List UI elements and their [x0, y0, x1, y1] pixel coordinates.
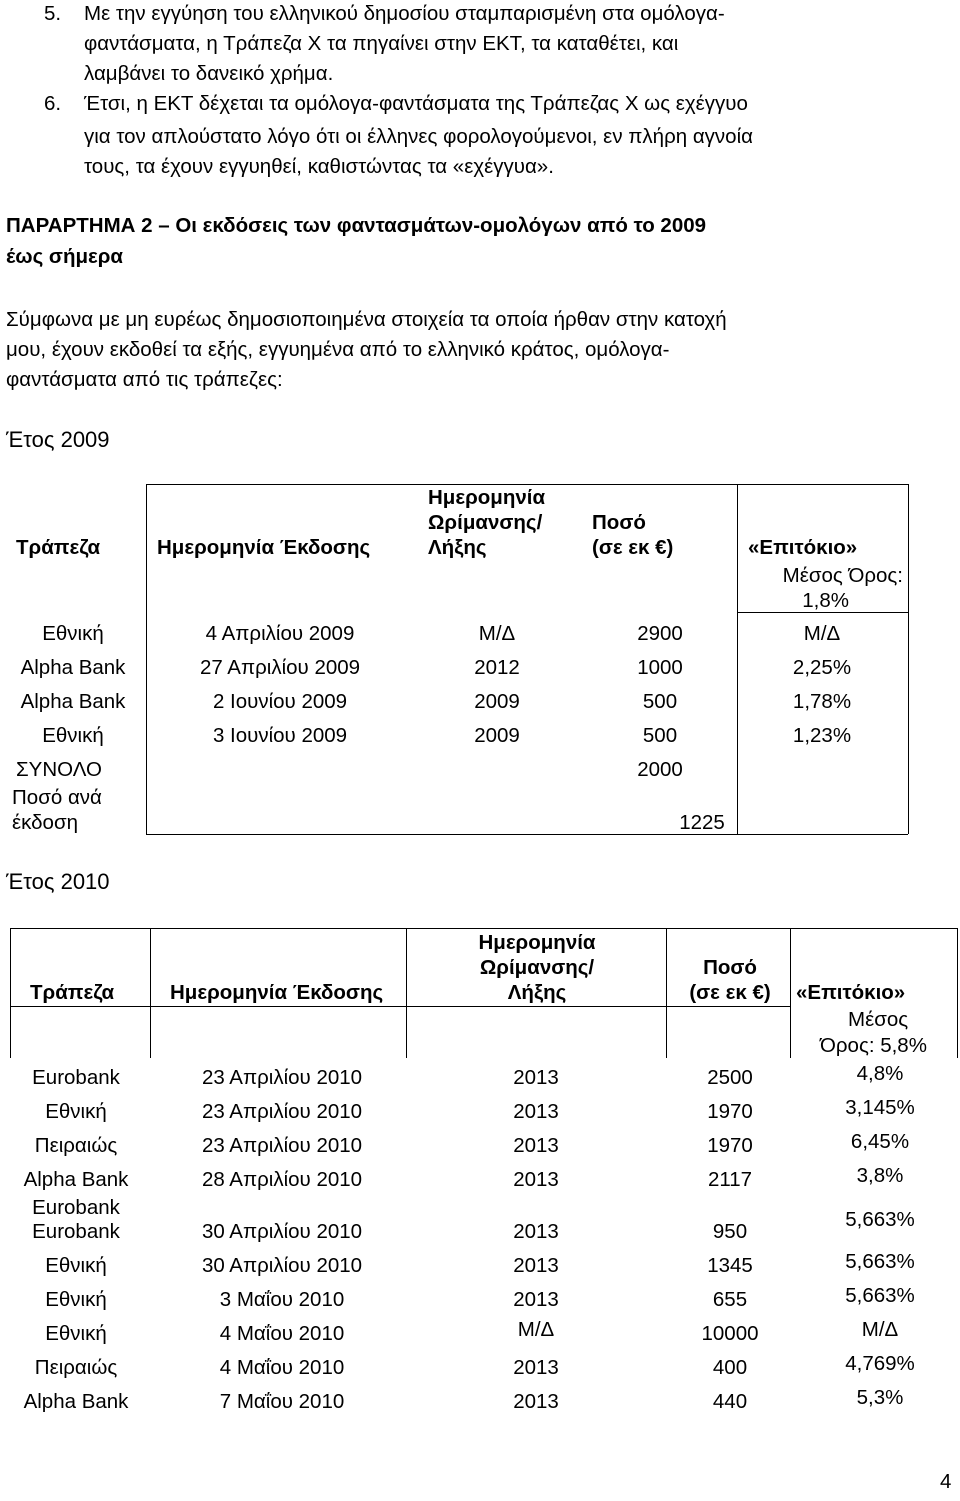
per-issue-label: Ποσό ανά — [12, 786, 102, 809]
year-2010-heading: Έτος 2010 — [6, 869, 110, 894]
header-maturity: Λήξης — [507, 981, 567, 1004]
cell-amount: 500 — [642, 724, 678, 747]
cell-maturity: 2013 — [513, 1066, 559, 1089]
list-text: Έτσι, η ΕΚΤ δέχεται τα ομόλογα-φαντάσματα της Τράπεζας Χ ως εχέγγυο — [84, 92, 748, 115]
cell-bank: Eurobank — [32, 1196, 120, 1219]
header-rate: «Επιτόκιο» — [796, 981, 906, 1004]
avg-rate: Μέσος — [848, 1008, 909, 1031]
per-issue-label: έκδοση — [12, 811, 79, 834]
cell-maturity: 2013 — [513, 1254, 559, 1277]
cell-bank: Eurobank — [32, 1066, 120, 1089]
cell-bank: Πειραιώς — [34, 1356, 118, 1379]
cell-amount: 10000 — [701, 1322, 759, 1345]
header-maturity: Λήξης — [428, 536, 487, 559]
list-text: για τον απλούστατο λόγο ότι οι έλληνες φορολογούμενοι, εν πλήρη αγνοία — [84, 125, 753, 148]
total-label: ΣΥΝΟΛΟ — [16, 758, 102, 781]
cell-bank: Alpha Bank — [20, 656, 126, 679]
cell-amount: 655 — [712, 1288, 748, 1311]
cell-amount: 2900 — [637, 622, 683, 645]
cell-rate: 5,663% — [845, 1208, 915, 1231]
cell-bank: Πειραιώς — [34, 1134, 118, 1157]
cell-rate: Μ/Δ — [861, 1318, 899, 1341]
cell-bank: Εθνική — [45, 1254, 107, 1277]
cell-rate: 1,23% — [792, 724, 852, 747]
list-text: φαντάσματα, η Τράπεζα Χ τα πηγαίνει στην ΕΚΤ, τα καταθέτει, και — [84, 32, 679, 55]
header-rate: «Επιτόκιο» — [748, 536, 858, 559]
cell-rate: 2,25% — [792, 656, 852, 679]
list-text: λαμβάνει το δανεικό χρήμα. — [84, 62, 334, 85]
cell-issue-date: 23 Απριλίου 2010 — [201, 1134, 363, 1157]
header-maturity: Ημερομηνία — [478, 931, 596, 954]
cell-issue-date: 27 Απριλίου 2009 — [199, 656, 361, 679]
intro-line: μου, έχουν εκδοθεί τα εξής, εγγυημένα από το ελληνικό κράτος, ομόλογα- — [6, 338, 670, 361]
cell-maturity: Μ/Δ — [517, 1318, 555, 1341]
cell-issue-date: 28 Απριλίου 2010 — [201, 1168, 363, 1191]
cell-issue-date: 23 Απριλίου 2010 — [201, 1066, 363, 1089]
list-number: 5. — [44, 2, 62, 25]
intro-line: φαντάσματα από τις τράπεζες: — [6, 368, 283, 391]
cell-amount: 1345 — [707, 1254, 753, 1277]
cell-bank: Alpha Bank — [23, 1390, 129, 1413]
header-maturity: Ημερομηνία — [428, 486, 546, 509]
cell-rate: 1,78% — [792, 690, 852, 713]
avg-rate: Μέσος Όρος: — [782, 564, 903, 587]
header-amount: Ποσό — [703, 956, 757, 979]
year-2009-heading: Έτος 2009 — [6, 427, 110, 452]
cell-rate: 4,8% — [856, 1062, 904, 1085]
cell-maturity: 2013 — [513, 1390, 559, 1413]
header-maturity: Ωρίμανσης/ — [479, 956, 595, 979]
cell-bank: Alpha Bank — [20, 690, 126, 713]
header-issue-date: Ημερομηνία Έκδοσης — [157, 536, 371, 559]
cell-bank: Εθνική — [42, 724, 104, 747]
cell-amount: 2500 — [707, 1066, 753, 1089]
cell-issue-date: 3 Μαΐου 2010 — [219, 1288, 345, 1311]
cell-issue-date: 23 Απριλίου 2010 — [201, 1100, 363, 1123]
cell-bank: Eurobank — [32, 1220, 120, 1243]
cell-amount: 440 — [712, 1390, 748, 1413]
cell-rate: 4,769% — [845, 1352, 915, 1375]
cell-maturity: 2013 — [513, 1134, 559, 1157]
cell-rate: 5,3% — [856, 1386, 904, 1409]
avg-rate: 1,8% — [802, 589, 849, 612]
appendix-title-line: έως σήμερα — [6, 245, 124, 268]
list-text: τους, τα έχουν εγγυηθεί, καθιστώντας τα «εχέγγυα». — [84, 155, 554, 178]
cell-bank: Εθνική — [45, 1288, 107, 1311]
cell-amount: 2117 — [707, 1168, 753, 1191]
cell-issue-date: 4 Απριλίου 2009 — [205, 622, 355, 645]
header-amount: (σε εκ €) — [689, 981, 771, 1004]
cell-issue-date: 2 Ιουνίου 2009 — [212, 690, 348, 713]
cell-amount: 400 — [712, 1356, 748, 1379]
cell-rate: 3,8% — [856, 1164, 904, 1187]
list-number: 6. — [44, 92, 62, 115]
header-issue-date: Ημερομηνία Έκδοσης — [170, 981, 384, 1004]
cell-amount: 500 — [642, 690, 678, 713]
cell-maturity: 2009 — [474, 724, 520, 747]
cell-maturity: 2012 — [474, 656, 520, 679]
cell-maturity: Μ/Δ — [478, 622, 516, 645]
cell-issue-date: 30 Απριλίου 2010 — [201, 1220, 363, 1243]
cell-amount: 1970 — [707, 1134, 753, 1157]
cell-maturity: 2013 — [513, 1168, 559, 1191]
cell-bank: Εθνική — [42, 622, 104, 645]
avg-rate: Όρος: 5,8% — [820, 1034, 927, 1057]
cell-rate: 3,145% — [845, 1096, 915, 1119]
cell-issue-date: 3 Ιουνίου 2009 — [212, 724, 348, 747]
total-value: 2000 — [637, 758, 683, 781]
cell-issue-date: 30 Απριλίου 2010 — [201, 1254, 363, 1277]
cell-bank: Alpha Bank — [23, 1168, 129, 1191]
cell-bank: Εθνική — [45, 1100, 107, 1123]
cell-rate: 6,45% — [850, 1130, 910, 1153]
cell-amount: 1970 — [707, 1100, 753, 1123]
header-amount: (σε εκ €) — [592, 536, 674, 559]
header-amount: Ποσό — [592, 511, 646, 534]
cell-maturity: 2013 — [513, 1356, 559, 1379]
cell-bank: Εθνική — [45, 1322, 107, 1345]
cell-issue-date: 7 Μαΐου 2010 — [219, 1390, 345, 1413]
page-number: 4 — [940, 1470, 952, 1493]
cell-maturity: 2013 — [513, 1220, 559, 1243]
cell-rate: 5,663% — [845, 1250, 915, 1273]
cell-rate: 5,663% — [845, 1284, 915, 1307]
cell-issue-date: 4 Μαΐου 2010 — [219, 1322, 345, 1345]
cell-issue-date: 4 Μαΐου 2010 — [219, 1356, 345, 1379]
cell-amount: 950 — [712, 1220, 748, 1243]
appendix-title-line: ΠΑΡΑΡΤΗΜΑ 2 – Οι εκδόσεις των φαντασμάτων-ομολόγων από το 2009 — [6, 214, 707, 237]
cell-rate: Μ/Δ — [803, 622, 841, 645]
header-bank: Τράπεζα — [30, 981, 115, 1004]
intro-line: Σύμφωνα με μη ευρέως δημοσιοποιημένα στοιχεία τα οποία ήρθαν στην κατοχή — [6, 308, 727, 331]
header-maturity: Ωρίμανσης/ — [428, 511, 543, 534]
cell-maturity: 2013 — [513, 1100, 559, 1123]
list-text: Με την εγγύηση του ελληνικού δημοσίου σταμπαρισμένη στα ομόλογα- — [84, 2, 725, 25]
cell-maturity: 2009 — [474, 690, 520, 713]
header-bank: Τράπεζα — [16, 536, 101, 559]
cell-amount: 1000 — [637, 656, 683, 679]
per-issue-value: 1225 — [679, 811, 725, 834]
cell-maturity: 2013 — [513, 1288, 559, 1311]
